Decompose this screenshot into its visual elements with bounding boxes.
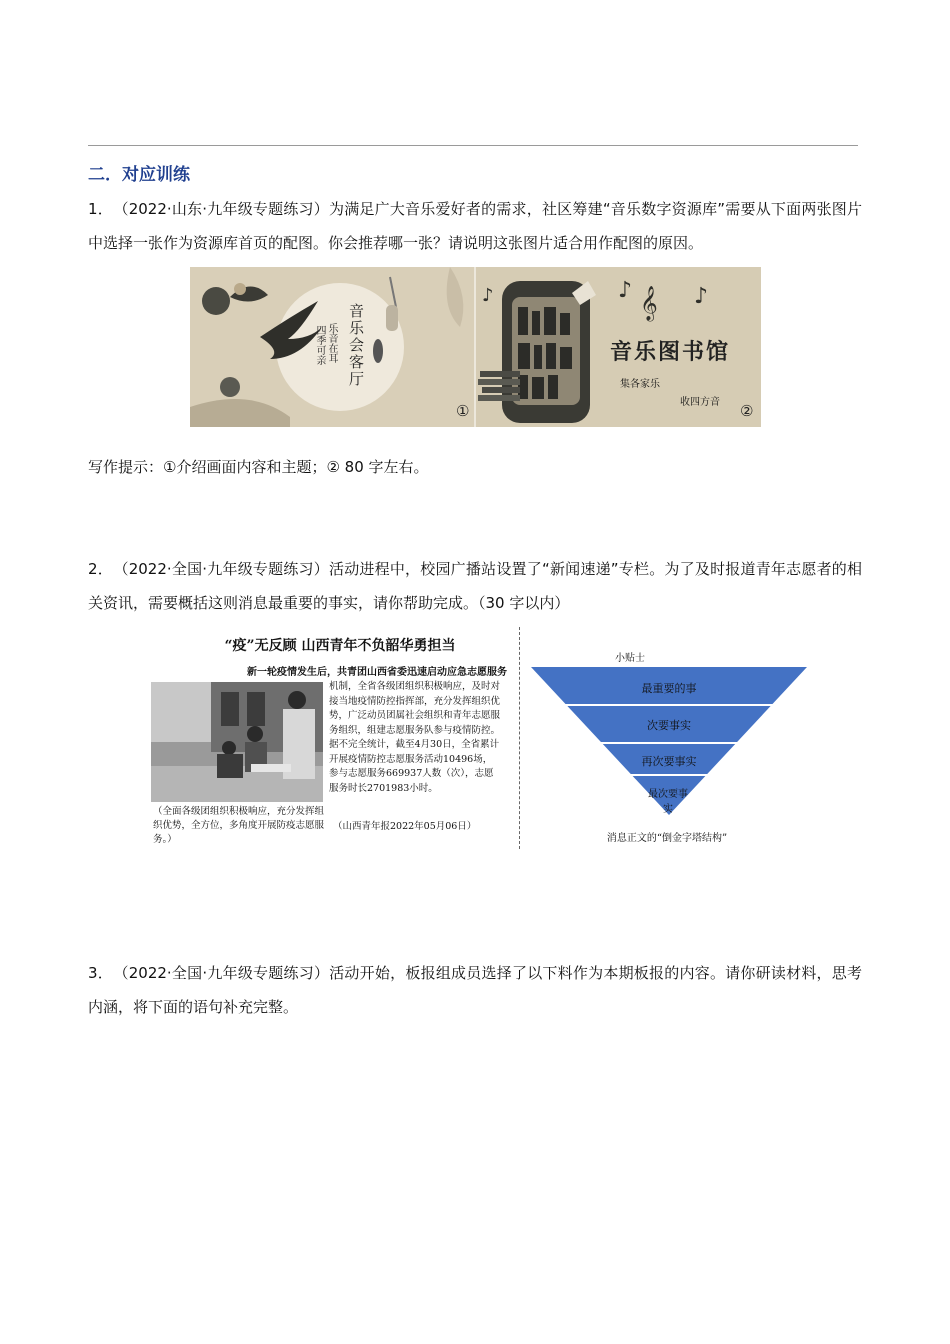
- news-caption: （全面各级团组织积极响应，充分发挥组织优势，全方位，多角度开展防疫志愿服务。）: [153, 806, 325, 845]
- pyramid-level-4: 最次要事实: [648, 789, 688, 815]
- news-lead: 新一轮疫情发生后，共青团山西省委迅速启动应急志愿服务: [247, 667, 507, 678]
- question-3: [88, 956, 862, 1024]
- option-1-mark: ①: [456, 402, 470, 420]
- pyramid-note: 消息正文的“倒金字塔结构”: [606, 833, 728, 844]
- question-1-number: 1．: [88, 200, 113, 218]
- svg-text:♪: ♪: [482, 285, 494, 306]
- right-subtitle-1: 集各家乐: [620, 379, 660, 390]
- pyramid-level-2: 次要事实: [647, 719, 691, 732]
- question-3-number: 3．: [88, 964, 114, 982]
- left-subtitle-2: 四季可亲: [314, 325, 325, 365]
- question-2-text: （2022·全国·九年级专题练习）活动进程中，校园广播站设置了“新闻速递”专栏。为了及时报道青年志愿者的相关资讯，需要概括这则消息最重要的事实，请你帮助完成。（30 字以内）: [88, 560, 863, 612]
- left-main-title: 音乐会客厅: [347, 303, 365, 388]
- question-1-text: （2022·山东·九年级专题练习）为满足广大音乐爱好者的需求，社区筹建“音乐数字资源库”需要从下面两张图片中选择一张作为资源库首页的配图。你会推荐哪一张？请说明这张图片适合用作配图的原因。: [88, 200, 863, 252]
- news-headline: “疫”无反顾 山西青年不负韶华勇担当: [224, 638, 456, 654]
- dashed-divider: [519, 627, 520, 849]
- option-2-mark: ②: [740, 402, 754, 420]
- question-2-number: 2．: [88, 560, 113, 578]
- header-rule: [88, 145, 858, 146]
- question-2-image: [145, 627, 825, 852]
- left-subtitle-1: 乐音在耳: [326, 323, 337, 363]
- svg-text:♪: ♪: [618, 278, 633, 303]
- section-title: 二．对应训练: [88, 165, 190, 185]
- tip-label: 小贴士: [615, 653, 645, 664]
- svg-text:𝄞: 𝄞: [640, 286, 658, 321]
- right-subtitle-2: 收四方音: [680, 397, 720, 408]
- news-photo: [151, 682, 323, 802]
- right-main-title: 音乐图书馆: [610, 339, 731, 365]
- pyramid-level-3: 再次要事实: [641, 755, 697, 768]
- question-1-image: [190, 267, 761, 427]
- question-2: [88, 552, 862, 620]
- pyramid-level-1: 最重要的事: [641, 682, 697, 695]
- question-3-text: （2022·全国·九年级专题练习）活动开始，板报组成员选择了以下料作为本期板报的内容。请你研读材料，思考内涵，将下面的语句补充完整。: [88, 964, 863, 1016]
- image-option-1: [190, 267, 474, 427]
- news-source: （山西青年报2022年05月06日）: [333, 821, 477, 832]
- question-1: [88, 192, 862, 260]
- writing-tip: 写作提示：①介绍画面内容和主题；② 80 字左右。: [88, 458, 429, 476]
- news-body: 机制，全省各级团组织积极响应，及时对接当地疫情防控指挥部，充分发挥组织优势，广泛动员团属社会组织和青年志愿服务组织，组建志愿服务队参与疫情防控。据不完全统计，截至4月30日，全省累计开展疫情防控志愿服务活动10496场，参与志愿服务669937人数（次），志愿服务时长2701983小时。: [329, 681, 501, 794]
- svg-text:♪: ♪: [694, 284, 709, 309]
